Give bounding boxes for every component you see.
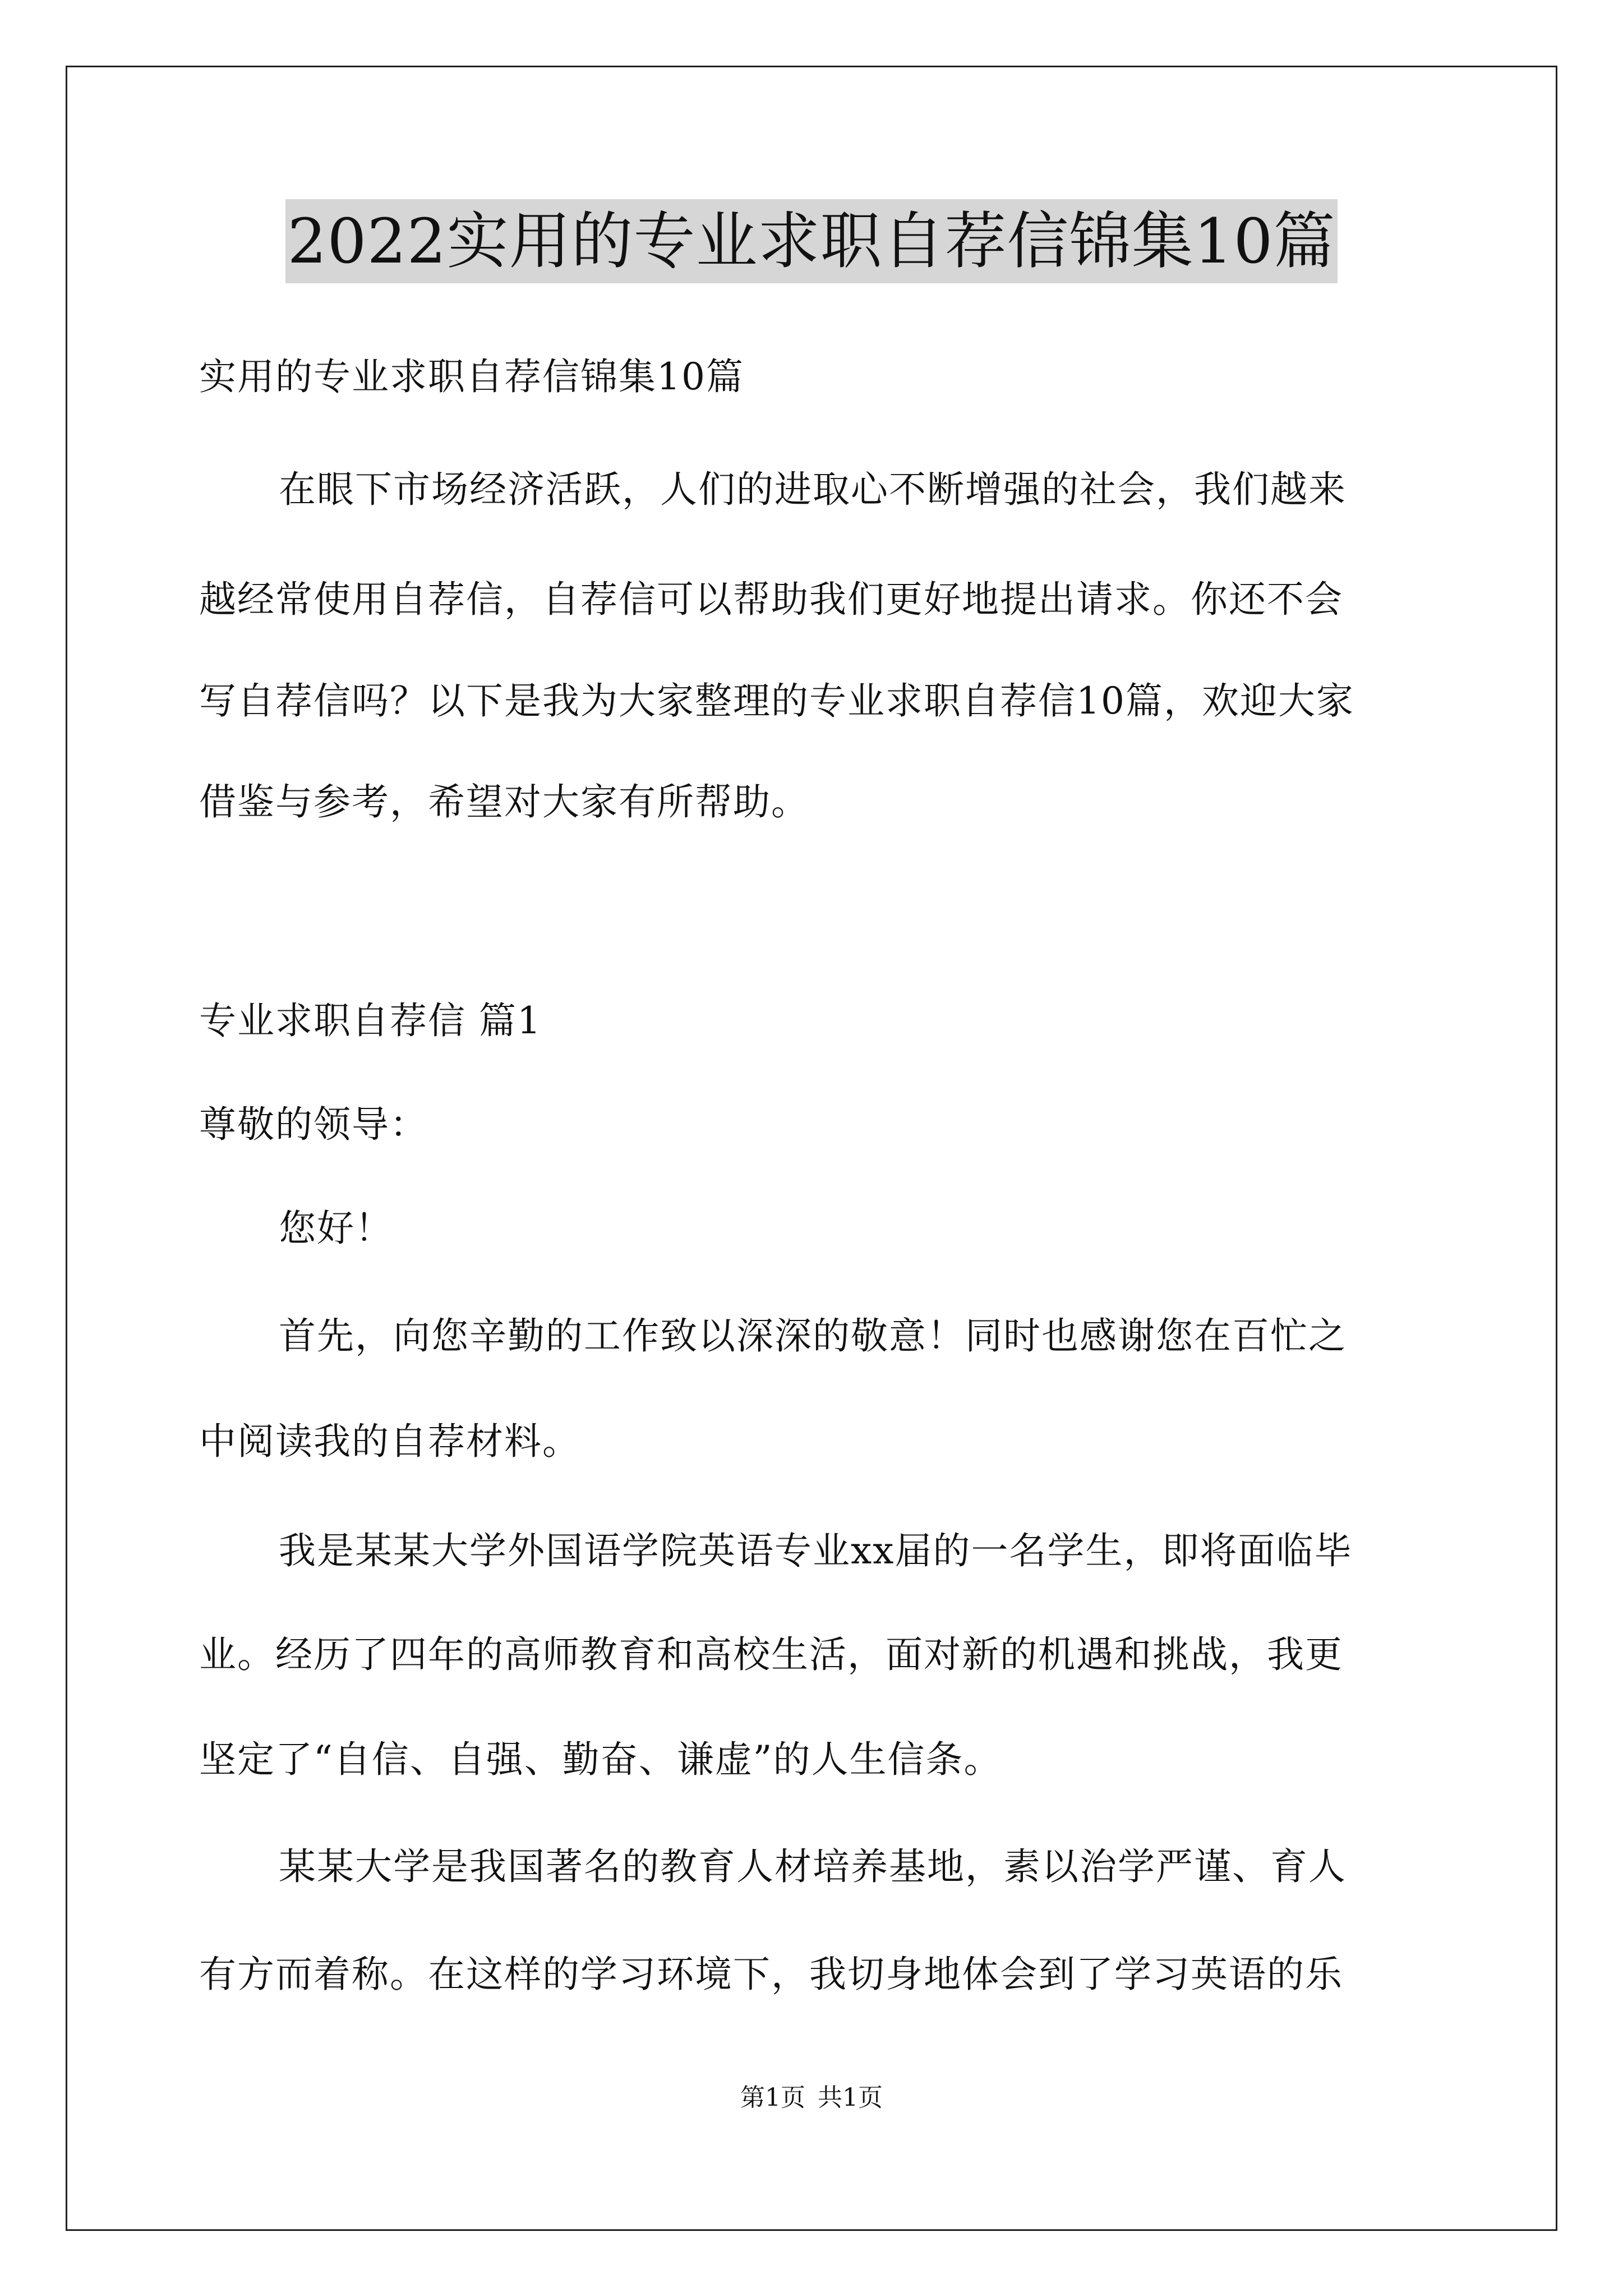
page-total: 共1页 (818, 2083, 883, 2112)
body-line-5: 坚定了“自信、自强、勤奋、谦虚”的人生信条。 (199, 1738, 1002, 1781)
document-title: 2022实用的专业求职自荐信锦集10篇 (285, 199, 1338, 283)
greeting: 您好！ (279, 1207, 393, 1250)
intro-line-4: 借鉴与参考，希望对大家有所帮助。 (199, 780, 809, 823)
body-line-6: 某某大学是我国著名的教育人材培养基地，素以治学严谨、育人 (279, 1845, 1347, 1888)
salutation: 尊敬的领导： (199, 1103, 428, 1146)
intro-line-2: 越经常使用自荐信，自荐信可以帮助我们更好地提出请求。你还不会 (199, 578, 1343, 621)
body-line-7: 有方而着称。在这样的学习环境下，我切身地体会到了学习英语的乐 (199, 1953, 1343, 1996)
page-footer (0, 2081, 1623, 2115)
intro-line-3: 写自荐信吗？以下是我为大家整理的专业求职自荐信10篇，欢迎大家 (199, 679, 1354, 723)
body-line-2: 中阅读我的自荐材料。 (199, 1420, 580, 1463)
page-number: 第1页 (740, 2083, 805, 2112)
subtitle-line: 实用的专业求职自荐信锦集10篇 (199, 355, 744, 398)
title-container (0, 199, 1623, 283)
intro-line-1: 在眼下市场经济活跃，人们的进取心不断增强的社会，我们越来 (279, 468, 1347, 511)
section-heading: 专业求职自荐信 篇1 (199, 999, 542, 1042)
body-line-3: 我是某某大学外国语学院英语专业xx届的一名学生，即将面临毕 (279, 1529, 1353, 1572)
body-line-1: 首先，向您辛勤的工作致以深深的敬意！同时也感谢您在百忙之 (279, 1314, 1347, 1358)
body-line-4: 业。经历了四年的高师教育和高校生活，面对新的机遇和挑战，我更 (199, 1633, 1343, 1676)
